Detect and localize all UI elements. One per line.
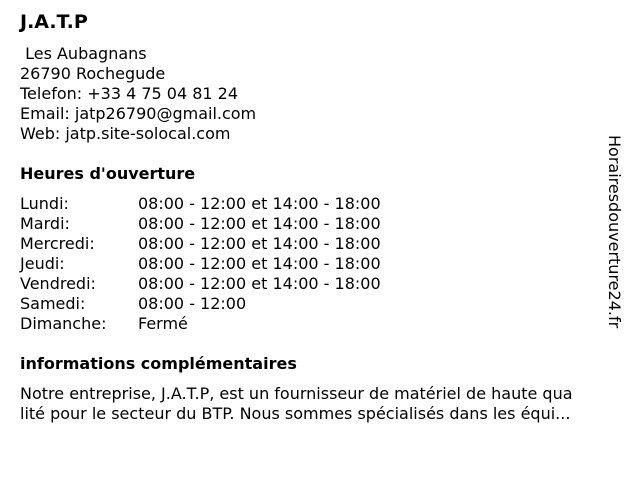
business-name: J.A.T.P [20,11,88,33]
phone-text: Telefon: +33 4 75 04 81 24 [20,84,239,103]
web-text: Web: jatp.site-solocal.com [20,124,231,143]
hours-row-saturday [20,294,381,314]
address-line-2: 26790 Rochegude [20,64,166,83]
hours-row-friday [20,274,381,294]
hours-time: 08:00 - 12:00 et 14:00 - 18:00 [138,214,381,233]
hours-row-monday [20,194,381,214]
hours-day: Vendredi: [20,274,96,293]
address-line-1: Les Aubagnans [20,44,147,63]
info-description [20,384,624,424]
info-heading: informations complémentaires [20,354,297,373]
hours-time: 08:00 - 12:00 [138,294,247,313]
info-line-2: lité pour le secteur du BTP. Nous sommes spécialisés dans les équi... [20,404,571,423]
contact-block [20,44,256,144]
hours-day: Mardi: [20,214,70,233]
hours-time: 08:00 - 12:00 et 14:00 - 18:00 [138,254,381,273]
email-text: Email: jatp26790@gmail.com [20,104,257,123]
hours-day: Samedi: [20,294,86,313]
hours-day: Mercredi: [20,234,95,253]
hours-row-tuesday [20,214,381,234]
hours-row-sunday [20,314,381,334]
opening-hours-table [20,194,381,334]
hours-heading: Heures d'ouverture [20,164,196,183]
hours-day: Dimanche: [20,314,107,333]
hours-time: 08:00 - 12:00 et 14:00 - 18:00 [138,274,381,293]
hours-row-thursday [20,254,381,274]
hours-row-wednesday [20,234,381,254]
hours-time: 08:00 - 12:00 et 14:00 - 18:00 [138,194,381,213]
hours-time: Fermé [138,314,188,333]
hours-time: 08:00 - 12:00 et 14:00 - 18:00 [138,234,381,253]
hours-day: Lundi: [20,194,69,213]
site-brand-link[interactable]: Horairesdouverture24.fr [605,135,624,329]
hours-day: Jeudi: [20,254,65,273]
info-line-1: Notre entreprise, J.A.T.P, est un fournisseur de matériel de haute qua [20,384,573,403]
